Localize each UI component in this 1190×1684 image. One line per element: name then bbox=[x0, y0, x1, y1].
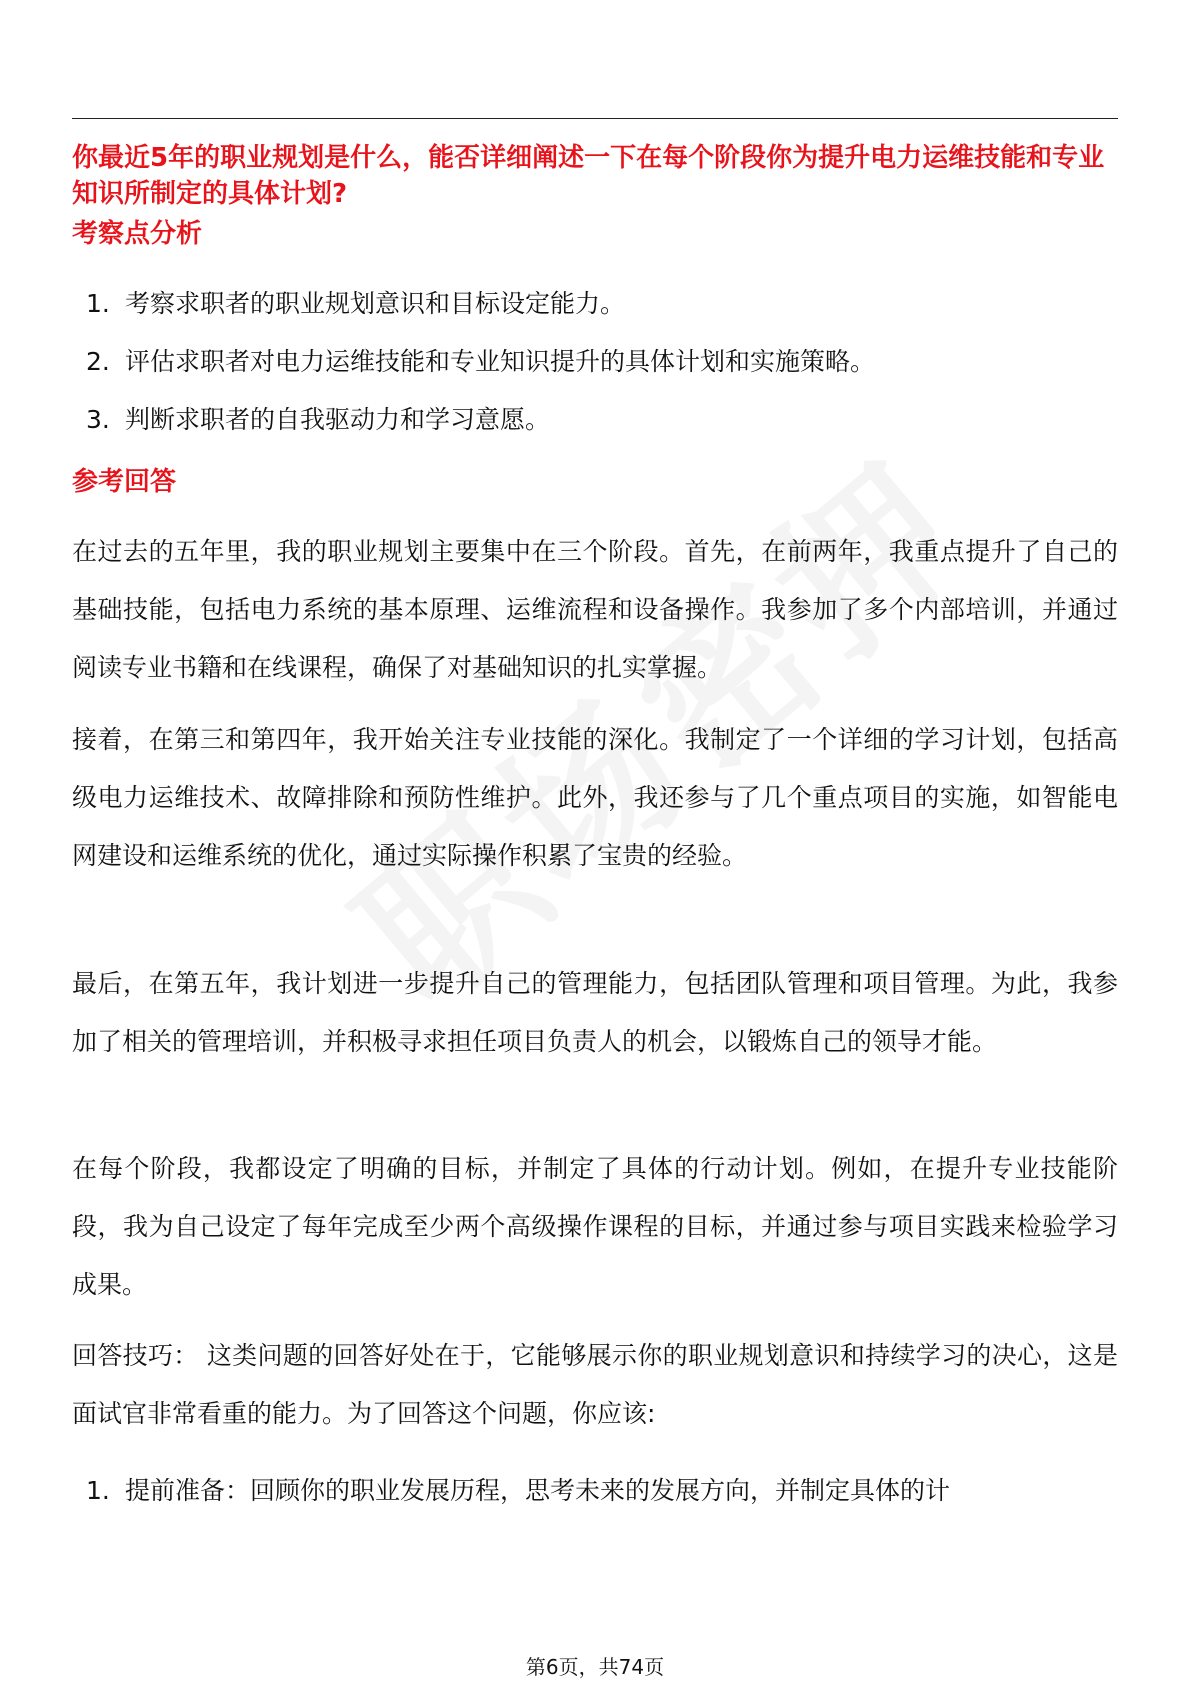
list-item bbox=[72, 333, 1118, 391]
answer-paragraph: 在过去的五年里，我的职业规划主要集中在三个阶段。首先，在前两年，我重点提升了自己的基础技能，包括电力系统的基本原理、运维流程和设备操作。我参加了多个内部培训，并通过阅读专业书籍和在线课程，确保了对基础知识的扎实掌握。 bbox=[72, 537, 1118, 682]
analysis-list bbox=[72, 275, 1118, 449]
list-item-number: 1. bbox=[86, 289, 110, 318]
answer-heading: 参考回答 bbox=[72, 467, 177, 497]
list-item-number: 3. bbox=[86, 405, 110, 434]
list-item bbox=[72, 1462, 1118, 1520]
question-title: 你最近5年的职业规划是什么，能否详细阐述一下在每个阶段你为提升电力运维技能和专业知识所制定的具体计划? bbox=[72, 143, 1105, 209]
page-footer: 第6页，共74页 bbox=[525, 1655, 665, 1679]
tips-list bbox=[72, 1462, 1118, 1520]
answer-paragraph: 接着，在第三和第四年，我开始关注专业技能的深化。我制定了一个详细的学习计划，包括高级电力运维技术、故障排除和预防性维护。此外，我还参与了几个重点项目的实施，如智能电网建设和运维系统的优化，通过实际操作积累了宝贵的经验。 bbox=[72, 725, 1118, 870]
list-item bbox=[72, 391, 1118, 449]
tips-paragraph: 回答技巧： 这类问题的回答好处在于，它能够展示你的职业规划意识和持续学习的决心，这是面试官非常看重的能力。为了回答这个问题，你应该: bbox=[72, 1341, 1118, 1428]
answer-paragraph: 最后，在第五年，我计划进一步提升自己的管理能力，包括团队管理和项目管理。为此，我参加了相关的管理培训，并积极寻求担任项目负责人的机会，以锻炼自己的领导才能。 bbox=[72, 969, 1118, 1056]
list-item-number: 2. bbox=[86, 347, 110, 376]
list-item-number: 1. bbox=[86, 1476, 110, 1505]
list-item bbox=[72, 275, 1118, 333]
list-item-text: 判断求职者的自我驱动力和学习意愿。 bbox=[125, 405, 551, 434]
list-item-text: 考察求职者的职业规划意识和目标设定能力。 bbox=[125, 289, 626, 318]
list-item-text: 提前准备：回顾你的职业发展历程，思考未来的发展方向，并制定具体的计 bbox=[125, 1476, 951, 1505]
analysis-heading: 考察点分析 bbox=[72, 219, 203, 249]
answer-paragraph: 在每个阶段，我都设定了明确的目标，并制定了具体的行动计划。例如，在提升专业技能阶段，我为自己设定了每年完成至少两个高级操作课程的目标，并通过参与项目实践来检验学习成果。 bbox=[72, 1154, 1118, 1299]
list-item-text: 评估求职者对电力运维技能和专业知识提升的具体计划和实施策略。 bbox=[125, 347, 876, 376]
header-rule bbox=[72, 118, 1118, 119]
